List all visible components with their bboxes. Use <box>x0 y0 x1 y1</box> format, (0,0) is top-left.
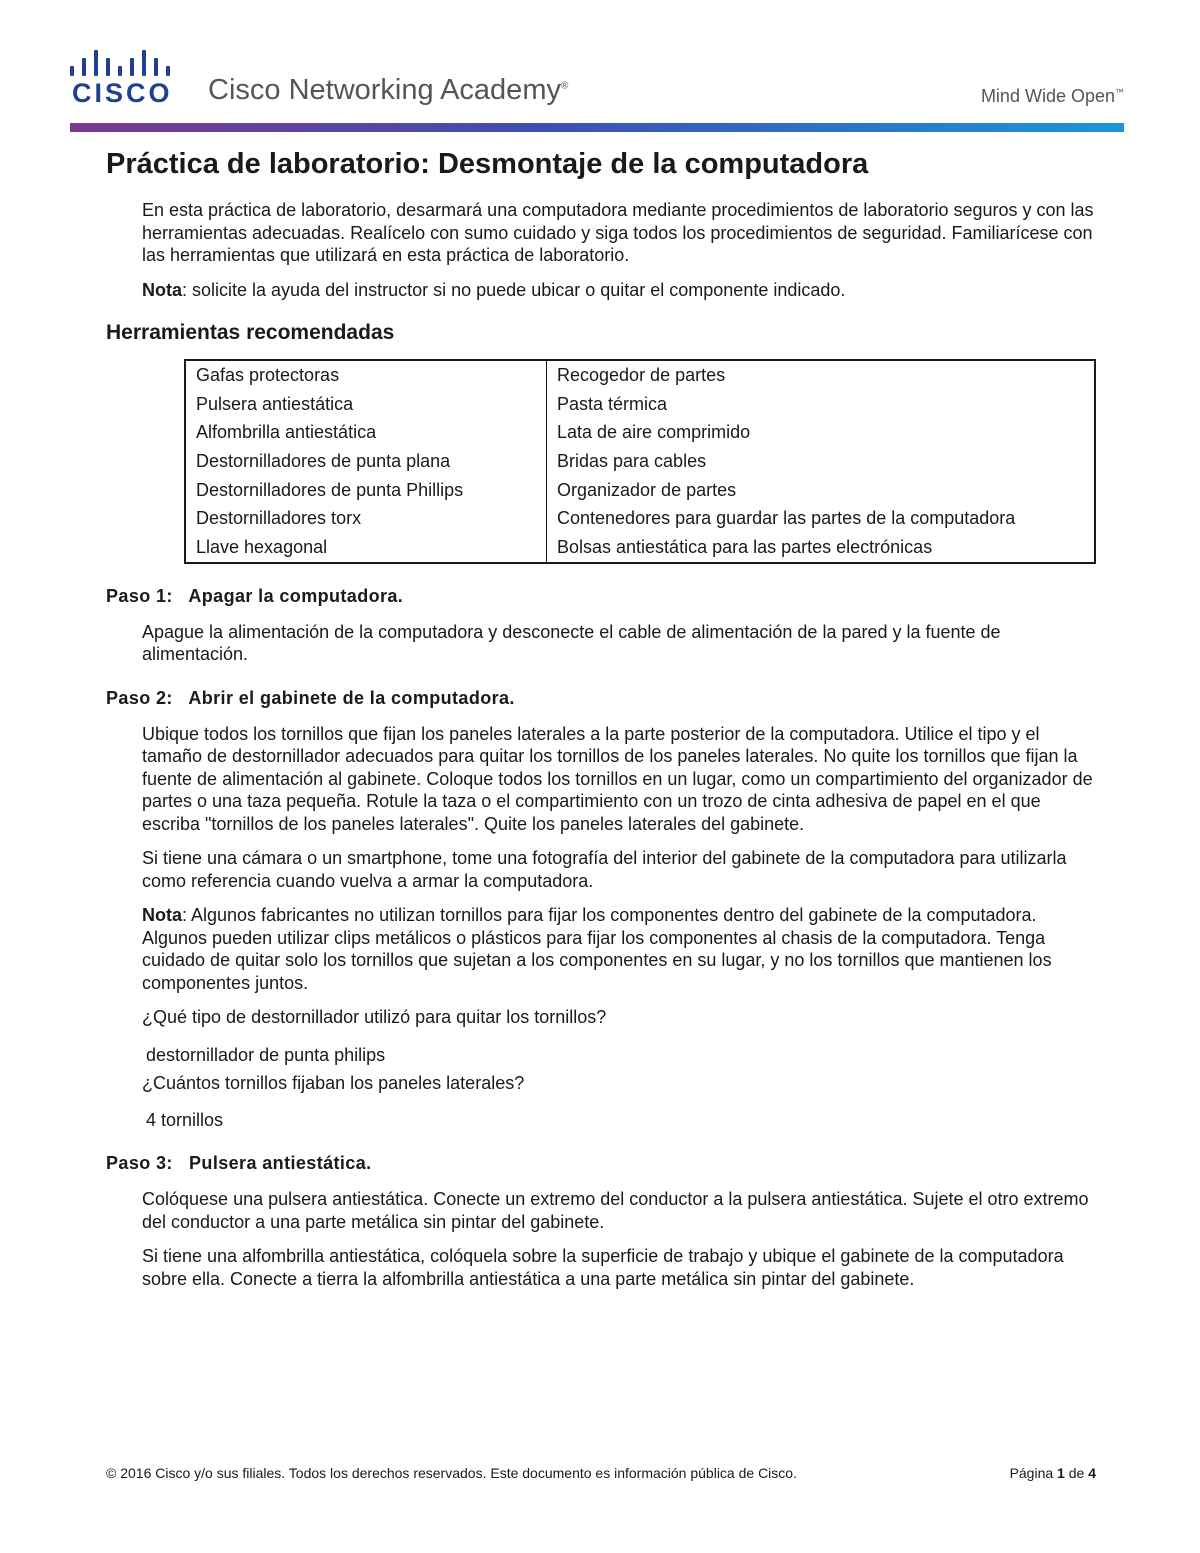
document-body <box>106 148 1096 1302</box>
tool-cell-left: Destornilladores de punta Phillips <box>185 476 547 505</box>
step-3-paragraph-1: Colóquese una pulsera antiestática. Conecte un extremo del conductor a la pulsera antiestática. Sujete el otro extremo del conductor a una parte metálica sin pintar del gabinete. <box>142 1189 1089 1232</box>
page-title: Práctica de laboratorio: Desmontaje de la computadora <box>106 148 869 180</box>
tool-cell-right: Contenedores para guardar las partes de la computadora <box>557 508 1016 529</box>
tool-cell-right: Recogedor de partes <box>557 364 726 385</box>
note-label: Nota <box>142 905 182 926</box>
tool-cell-right: Organizador de partes <box>557 479 737 500</box>
cisco-logo: CISCO <box>72 78 173 108</box>
step-3-heading: Paso 3: Pulsera antiestática. <box>106 1153 372 1174</box>
tool-cell-right: Lata de aire comprimido <box>557 422 751 443</box>
page-header <box>0 0 1200 140</box>
step-2-paragraph-2: Si tiene una cámara o un smartphone, tome una fotografía del interior del gabinete de la computadora para utilizarla como referencia cuando vuelva a armar la computadora. <box>142 848 1067 891</box>
tool-cell-left: Gafas protectoras <box>185 360 547 390</box>
table-row <box>185 418 1095 447</box>
academy-name: Cisco Networking Academy® <box>208 74 569 106</box>
note-paragraph: Nota: solicite la ayuda del instructor si no puede ubicar o quitar el componente indicado. <box>142 279 846 300</box>
step-2-paragraph-1: Ubique todos los tornillos que fijan los paneles laterales a la parte posterior de la computadora. Utilice el tipo y el tamaño de destornillador adecuados para quitar los tornillos de los paneles laterales. No quite los tornillos que fijan la fuente de alimentación al gabinete. Coloque todos los tornillos en un lugar, como un compartimiento del organizador de partes o una taza pequeña. Rotule la taza o el compartimiento con un trozo de cinta adhesiva de papel en el que escriba "tornillos de los paneles laterales". Quite los paneles laterales del gabinete. <box>142 723 1093 834</box>
step-2-heading: Paso 2: Abrir el gabinete de la computadora. <box>106 687 515 708</box>
tool-cell-right: Bolsas antiestática para las partes electrónicas <box>557 536 933 557</box>
step-3-paragraph-2: Si tiene una alfombrilla antiestática, colóquela sobre la superficie de trabajo y ubique el gabinete de la computadora sobre ella. Conecte a tierra la alfombrilla antiestática a una parte metálica sin pintar del gabinete. <box>142 1246 1064 1289</box>
step-1-heading: Paso 1: Apagar la computadora. <box>106 585 404 606</box>
copyright-text: © 2016 Cisco y/o sus filiales. Todos los derechos reservados. Este documento es información pública de Cisco. <box>106 1465 797 1481</box>
step-2-note: Nota: Algunos fabricantes no utilizan tornillos para fijar los componentes dentro del gabinete de la computadora. Algunos pueden utilizar clips metálicos o plásticos para fijar los componentes al chasis de la computadora. Tenga cuidado de quitar solo los tornillos que sujetan a los componentes en su lugar, y no los tornillos que mantienen los componentes juntos. <box>142 905 1052 993</box>
note-label: Nota <box>142 279 182 300</box>
intro-paragraph: En esta práctica de laboratorio, desarmará una computadora mediante procedimientos de laboratorio seguros y con las herramientas adecuadas. Realícelo con sumo cuidado y siga todos los procedimientos de seguridad. Familiarícese con las herramientas que utilizará en esta práctica de laboratorio. <box>142 200 1094 265</box>
tool-cell-left: Destornilladores de punta plana <box>185 447 547 476</box>
question-screw-count: ¿Cuántos tornillos fijaban los paneles laterales? <box>142 1072 525 1093</box>
answer-screw-count[interactable]: 4 tornillos <box>146 1110 224 1131</box>
table-row <box>185 476 1095 505</box>
table-row <box>185 533 1095 563</box>
tagline: Mind Wide Open™ <box>980 86 1124 106</box>
page-number: Página 1 de 4 <box>1009 1465 1096 1481</box>
cisco-logo-bars <box>70 46 180 76</box>
tool-cell-left: Alfombrilla antiestática <box>185 418 547 447</box>
page-footer <box>106 1465 1096 1481</box>
tools-heading: Herramientas recomendadas <box>106 321 395 344</box>
table-row <box>185 447 1095 476</box>
tool-cell-right: Pasta térmica <box>557 393 668 414</box>
answer-screwdriver[interactable]: destornillador de punta philips <box>146 1044 386 1065</box>
tool-cell-left: Llave hexagonal <box>185 533 547 563</box>
table-row <box>185 504 1095 533</box>
tool-cell-left: Destornilladores torx <box>185 504 547 533</box>
table-row <box>185 360 1095 390</box>
question-screwdriver: ¿Qué tipo de destornillador utilizó para quitar los tornillos? <box>142 1007 607 1028</box>
header-divider <box>70 123 1124 132</box>
tools-table <box>184 359 1096 564</box>
tool-cell-right: Bridas para cables <box>557 450 707 471</box>
table-row <box>185 390 1095 419</box>
step-1-text: Apague la alimentación de la computadora y desconecte el cable de alimentación de la pared y la fuente de alimentación. <box>142 621 1001 665</box>
tool-cell-left: Pulsera antiestática <box>185 390 547 419</box>
